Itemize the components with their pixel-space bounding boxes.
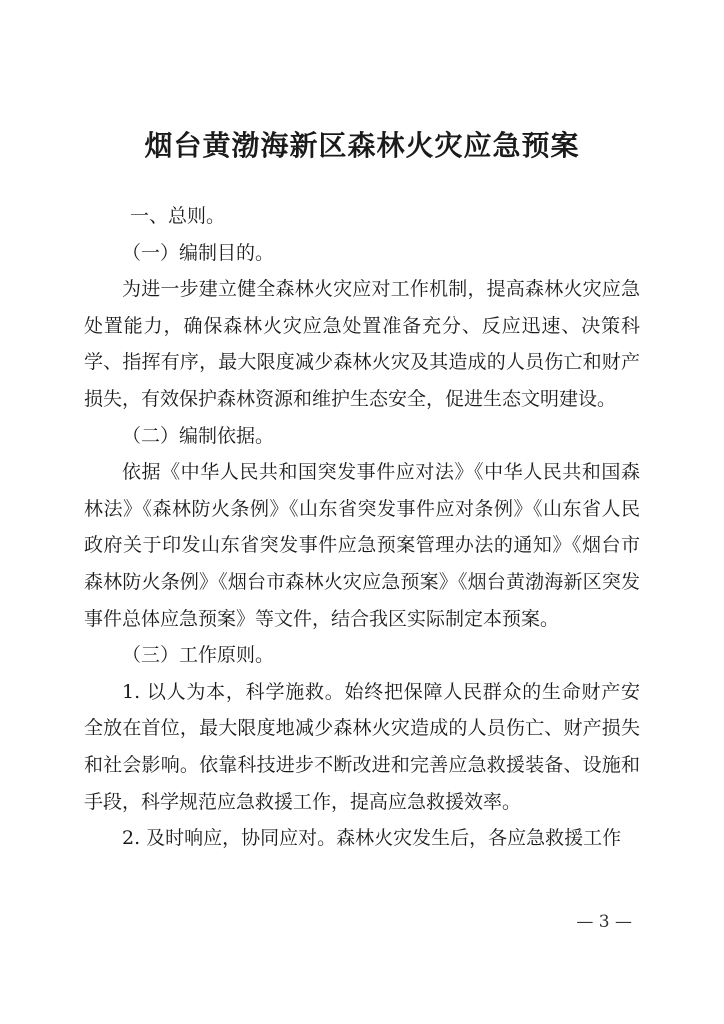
- document-title: 烟台黄渤海新区森林火灾应急预案: [144, 129, 580, 162]
- document-body: [84, 198, 640, 857]
- section-heading-general: 一、总则。: [130, 205, 226, 227]
- subheading-basis: （二）编制依据。: [122, 424, 275, 447]
- paragraph-principle-1: 1. 以人为本，科学施救。始终把保障人民群众的生命财产安全放在首位，最大限度地减少森林火灾造成的人员伤亡、财产损失和社会影响。依靠科技进步不断改进和完善应急救援装备、设施和手段，科学规范应急救援工作，提高应急救援效率。: [84, 680, 640, 813]
- page-number: — 3 —: [576, 912, 632, 932]
- paragraph-purpose: 为进一步建立健全森林火灾应对工作机制，提高森林火灾应急处置能力，确保森林火灾应急处置准备充分、反应迅速、决策科学、指挥有序，最大限度减少森林火灾及其造成的人员伤亡和财产损失，有效保护森林资源和维护生态安全，促进生态文明建设。: [84, 278, 640, 410]
- subheading-principles: （三）工作原则。: [122, 644, 275, 667]
- subheading-purpose: （一）编制目的。: [122, 241, 275, 264]
- paragraph-principle-2: 2. 及时响应，协同应对。森林火灾发生后，各应急救援工作: [122, 827, 622, 850]
- paragraph-basis: 依据《中华人民共和国突发事件应对法》《中华人民共和国森林法》《森林防火条例》《山东省突发事件应对条例》《山东省人民政府关于印发山东省突发事件应急预案管理办法的通知》《烟台市森林防火条例》《烟台市森林火灾应急预案》《烟台黄渤海新区突发事件总体应急预案》等文件，结合我区实际制定本预案。: [84, 461, 640, 630]
